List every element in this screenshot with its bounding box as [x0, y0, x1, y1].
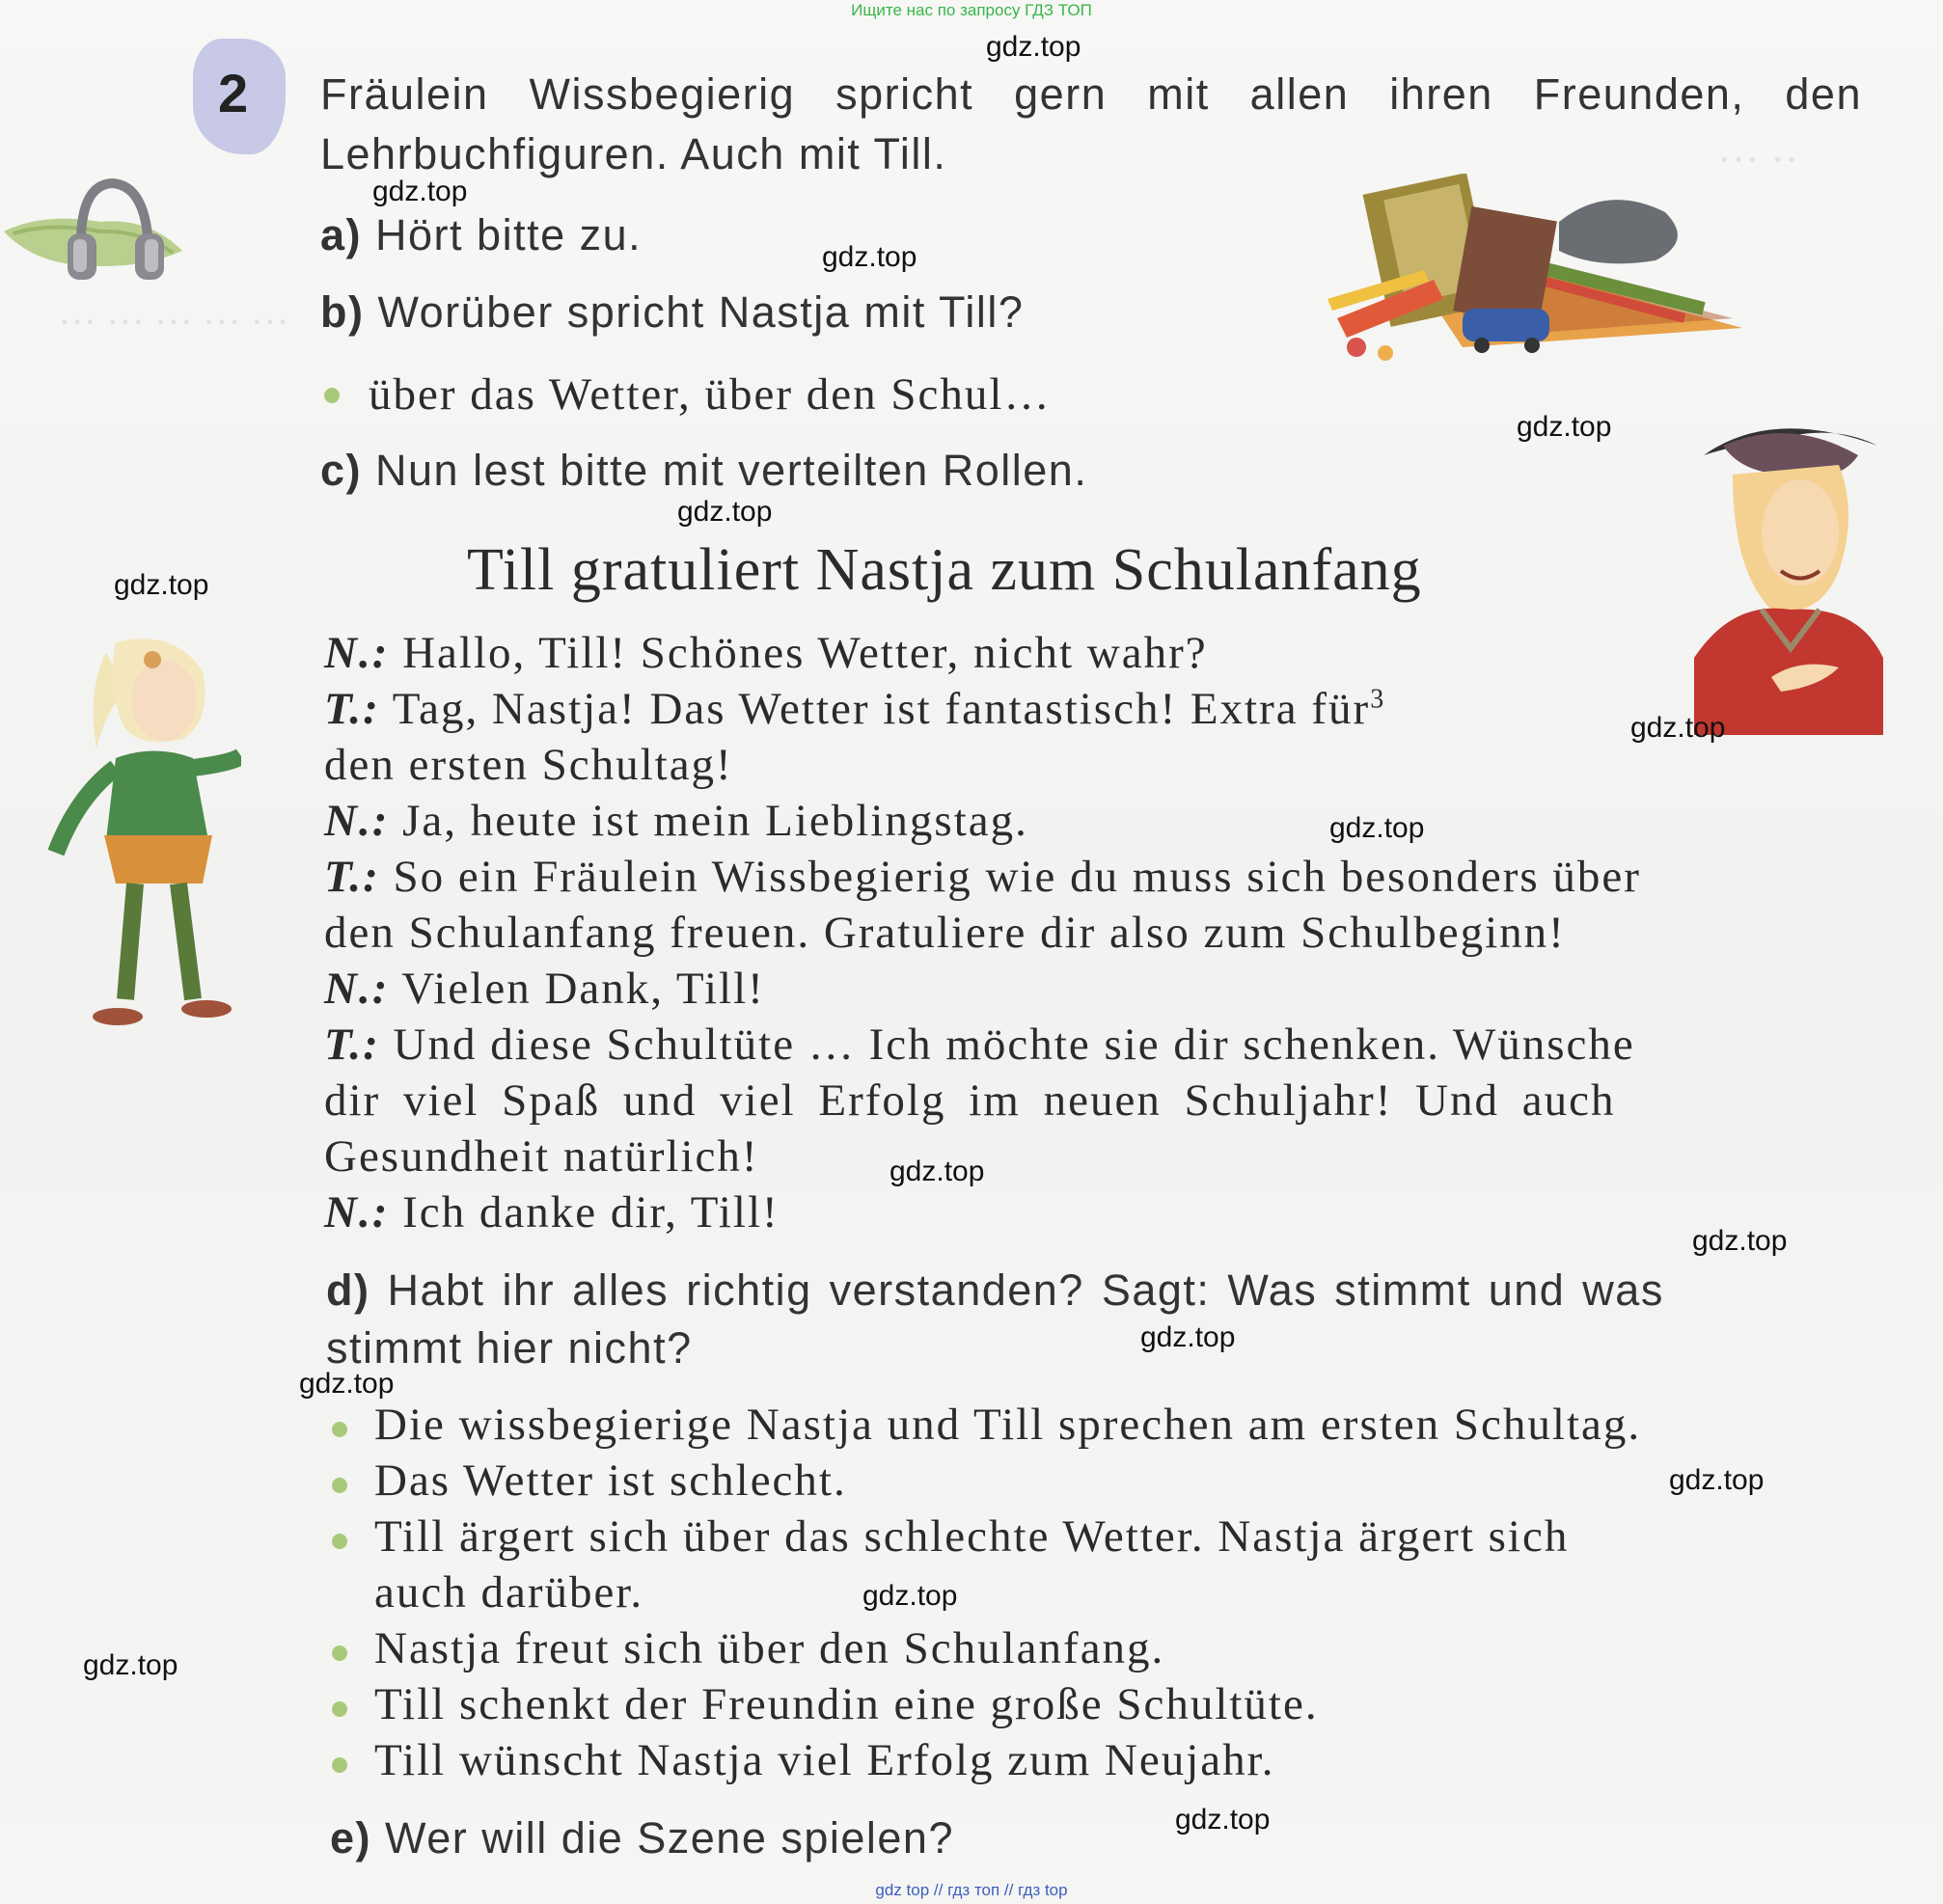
task-b-label: b) [320, 287, 365, 337]
dialog-line: den ersten Schultag! [324, 740, 733, 790]
exercise-number: 2 [218, 63, 249, 123]
dialog-line: dir viel Spaß und viel Erfolg im neuen Schuljahr! Und auch [324, 1075, 1616, 1126]
dialog-text: Ich danke dir, Till! [402, 1187, 780, 1238]
speaker-label: T.: [324, 684, 380, 734]
bullet-icon [332, 1422, 347, 1437]
intro-line-1 [320, 69, 1862, 120]
watermark: gdz.top [1517, 411, 1612, 443]
task-a-text: Hört bitte zu. [375, 210, 643, 259]
dialog-line: Gesundheit natürlich! [324, 1131, 759, 1182]
statement-item: Die wissbegierige Nastja und Till sprechen am ersten Schultag. [374, 1400, 1642, 1450]
task-d-label: d) [326, 1265, 370, 1315]
statement-item: Till schenkt der Freundin eine große Schultüte. [374, 1679, 1319, 1729]
intro-line-2: Lehrbuchfiguren. Auch mit Till. [320, 129, 947, 178]
bullet-icon [332, 1701, 347, 1717]
task-c-label: c) [320, 446, 363, 495]
task-b-hint: über das Wetter, über den Schul… [369, 369, 1052, 420]
watermark: gdz.top [677, 496, 773, 528]
dialog-title: Till gratuliert Nastja zum Schulanfang [467, 537, 1422, 603]
footnote-marker[interactable]: 3 [1370, 684, 1386, 715]
dialog-line [324, 1019, 1635, 1071]
task-e-label: e) [330, 1813, 372, 1863]
dialog-line [324, 963, 765, 1015]
statement-item: Till wünscht Nastja viel Erfolg zum Neujahr. [374, 1735, 1275, 1785]
watermark: gdz.top [1140, 1321, 1236, 1353]
task-e [330, 1813, 954, 1863]
watermark: gdz.top [372, 176, 468, 207]
watermark: gdz.top [1692, 1225, 1788, 1257]
watermark: gdz.top [299, 1368, 395, 1400]
show-through-text: ··· ··· ··· ··· ··· [58, 300, 289, 343]
watermark: gdz.top [822, 241, 917, 273]
watermark: gdz.top [1175, 1804, 1271, 1836]
speaker-label: N.: [324, 628, 390, 678]
statement-item: Das Wetter ist schlecht. [374, 1455, 847, 1506]
task-b-text: Worüber spricht Nastja mit Till? [377, 287, 1025, 337]
statement-item: Till ärgert sich über das schlechte Wetter. Nastja ärgert sich [374, 1511, 1570, 1562]
dialog-line: den Schulanfang freuen. Gratuliere dir also zum Schulbeginn! [324, 908, 1566, 958]
watermark: gdz.top [1630, 712, 1726, 744]
watermark: gdz.top [986, 31, 1081, 63]
show-through-text: ··· ·· [1717, 136, 1799, 183]
watermark: gdz.top [862, 1580, 958, 1612]
footer-banner[interactable]: gdz top // гдз топ // гдз top [875, 1881, 1068, 1899]
task-a-label: a) [320, 210, 363, 259]
task-c [320, 446, 1087, 496]
watermark: gdz.top [83, 1649, 178, 1681]
dialog-text: Ja, heute ist mein Lieblingstag. [402, 796, 1028, 846]
task-d-line-2: stimmt hier nicht? [326, 1323, 693, 1373]
dialog-line [324, 795, 1028, 847]
speaker-label: T.: [324, 1020, 380, 1070]
task-b [320, 287, 1024, 338]
speaker-label: N.: [324, 796, 390, 846]
dialog-text: Tag, Nastja! Das Wetter ist fantastisch! Extra für [392, 684, 1371, 734]
statement-item-continued: auch darüber. [374, 1567, 644, 1618]
bullet-icon [332, 1478, 347, 1493]
exercise-number-badge [193, 39, 286, 154]
nastja-illustration [48, 633, 241, 1028]
dialog-text: So ein Fräulein Wissbegierig wie du muss sich besonders über [393, 852, 1641, 902]
watermark: gdz.top [889, 1156, 985, 1187]
dialog-line [324, 627, 1208, 679]
bullet-icon [332, 1646, 347, 1661]
bullet-icon [332, 1757, 347, 1773]
dialog-line [324, 851, 1866, 903]
bullet-icon [324, 388, 340, 403]
top-banner[interactable]: Ищите нас по запросу ГДЗ ТОП [851, 1, 1092, 19]
intro-text: Fräulein Wissbegierig spricht gern mit allen ihren Freunden, den [320, 69, 1862, 119]
task-d-text: Habt ihr alles richtig verstanden? Sagt: Was stimmt und was [387, 1265, 1664, 1315]
schultuete-illustration [1318, 174, 1758, 367]
dialog-text: Und diese Schultüte … Ich möchte sie dir schenken. Wünsche [393, 1020, 1635, 1070]
task-a [320, 210, 642, 260]
watermark: gdz.top [1329, 812, 1425, 844]
dialog-text: Hallo, Till! Schönes Wetter, nicht wahr? [402, 628, 1208, 678]
watermark: gdz.top [114, 569, 209, 601]
headphones-icon [4, 174, 187, 289]
task-e-text: Wer will die Szene spielen? [385, 1813, 954, 1863]
dialog-text: Vielen Dank, Till! [401, 964, 765, 1014]
task-c-text: Nun lest bitte mit verteilten Rollen. [375, 446, 1088, 495]
till-illustration [1694, 417, 1883, 735]
watermark: gdz.top [1669, 1464, 1765, 1496]
speaker-label: T.: [324, 852, 380, 902]
dialog-line [324, 683, 1385, 735]
speaker-label: N.: [324, 1187, 390, 1238]
task-d [326, 1265, 1664, 1316]
speaker-label: N.: [324, 964, 390, 1014]
dialog-line [324, 1186, 780, 1238]
statement-item: Nastja freut sich über den Schulanfang. [374, 1623, 1165, 1673]
bullet-icon [332, 1534, 347, 1549]
